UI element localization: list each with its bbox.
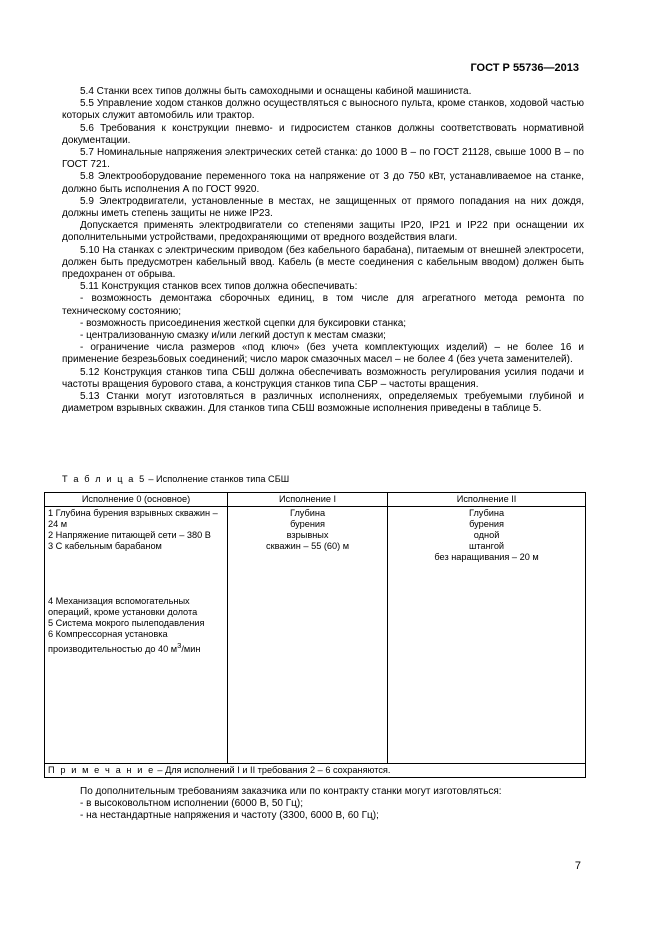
table-cell-execution-1 bbox=[228, 507, 388, 764]
clause-5-13: 5.13 Станки могут изготовляться в различных исполнениях, определяемых требуемыми глубиной и диаметром взрывных скважин. Для станков типа СБШ возможные исполнения приведены в таблице 5. bbox=[62, 391, 584, 415]
clause-5-9-note: Допускается применять электродвигатели со степенями защиты IP20, IP21 и IP22 при оснащении их дополнительными устройствами, предохраняющими от вредного воздействия влаги. bbox=[62, 220, 584, 244]
cell-line: бурения bbox=[290, 519, 326, 529]
table-row bbox=[45, 507, 586, 764]
cell-line: штангой bbox=[469, 541, 505, 551]
cell-line: без наращивания – 20 м bbox=[434, 552, 539, 562]
table-caption-text: – Исполнение станков типа СБШ bbox=[145, 474, 290, 484]
clause-5-4: 5.4 Станки всех типов должны быть самоходными и оснащены кабиной машиниста. bbox=[80, 86, 472, 97]
cell-line: бурения bbox=[469, 519, 505, 529]
list-item: - ограничение числа размеров «под ключ» (без учета комплектующих изделий) – не более 16 и применение безрезьбовых соединений; число марок смазочных масел – не более 4 (без учета заменителей). bbox=[62, 342, 584, 366]
unit-tail: /мин bbox=[181, 644, 201, 655]
clause-5-7: 5.7 Номинальные напряжения электрических сетей станка: до 1000 В – по ГОСТ 21128, свыше 1000 В – по ГОСТ 721. bbox=[62, 147, 584, 171]
document-code: ГОСТ Р 55736—2013 bbox=[470, 62, 579, 74]
cell-line: взрывных bbox=[286, 530, 329, 540]
table-note-row bbox=[45, 764, 586, 778]
clause-5-5: 5.5 Управление ходом станков должно осуществляться с выносного пульта, кроме станков, ходовой частью которых служит автомобиль или трактор. bbox=[62, 98, 584, 122]
clause-5-12: 5.12 Конструкция станков типа СБШ должна обеспечивать возможность регулирования усилия подачи и частоты вращения бурового става, а конструкция станков типа СБР – частоты вращения. bbox=[62, 366, 584, 390]
clause-5-10: 5.10 На станках с электрическим приводом (без кабельного барабана), питаемым от внешней электросети, должен быть предусмотрен кабельный ввод. Кабель (в месте соединения с кабельным вводом) должен быть предохранен от обрыва. bbox=[62, 244, 584, 281]
table-header-row bbox=[45, 493, 586, 507]
page-number: 7 bbox=[574, 860, 581, 872]
clause-5-6: 5.6 Требования к конструкции пневмо- и гидросистем станков должны соответствовать нормативной документации. bbox=[62, 122, 584, 146]
cell-line: одной bbox=[473, 530, 500, 540]
requirement-item: 2 Напряжение питающей сети – 380 В bbox=[48, 530, 211, 540]
clause-5-8: 5.8 Электрооборудование переменного тока на напряжение от 3 до 750 кВт, устанавливаемое на станке, должно быть исполнения А по ГОСТ 9920. bbox=[62, 171, 584, 195]
table-cell-execution-2 bbox=[388, 507, 586, 764]
cell-line: Глубина bbox=[289, 508, 326, 518]
table-header-cell: Исполнение II bbox=[388, 493, 586, 507]
table-caption bbox=[62, 474, 289, 484]
clause-5-9: 5.9 Электродвигатели, установленные в местах, не защищенных от прямого попадания на них дождя, должны иметь степень защиты не ниже IP23. bbox=[62, 195, 584, 220]
requirement-item: 4 Механизация вспомогательных операций, кроме установки долота bbox=[48, 596, 198, 617]
execution-table bbox=[44, 492, 586, 778]
requirement-item: 1 Глубина бурения взрывных скважин – 24 м bbox=[48, 508, 218, 529]
unit-exponent: 3 bbox=[177, 641, 182, 650]
requirement-item: 5 Система мокрого пылеподавления bbox=[48, 618, 205, 628]
table-header-cell: Исполнение I bbox=[228, 493, 388, 507]
main-text bbox=[62, 86, 584, 415]
cell-spacer bbox=[48, 552, 224, 596]
table-caption-label: Т а б л и ц а 5 bbox=[62, 474, 146, 484]
list-item: - в высоковольтном исполнении (6000 В, 50 Гц); bbox=[80, 798, 304, 810]
list-item: - возможность присоединения жесткой сцепки для буксировки станка; bbox=[80, 317, 407, 329]
cell-line: скважин – 55 (60) м bbox=[266, 541, 350, 551]
table-note bbox=[45, 764, 586, 778]
table-cell-execution-0 bbox=[45, 507, 228, 764]
table-header-cell: Исполнение 0 (основное) bbox=[45, 493, 228, 507]
list-item: - централизованную смазку и/или легкий доступ к местам смазки; bbox=[80, 330, 386, 342]
paragraph: По дополнительным требованиям заказчика или по контракту станки могут изготовляться: bbox=[80, 786, 502, 797]
list-item: - на нестандартные напряжения и частоту (3300, 6000 В, 60 Гц); bbox=[80, 810, 379, 822]
list-item: - возможность демонтажа сборочных единиц, в том числе для агрегатного метода ремонта по техническому состоянию; bbox=[62, 293, 584, 317]
requirement-text: 6 Компрессорная установка производительностью до 40 м bbox=[48, 629, 178, 655]
cell-line: Глубина bbox=[468, 508, 505, 518]
requirement-item: 3 С кабельным барабаном bbox=[48, 541, 162, 551]
after-table-text bbox=[62, 786, 584, 823]
requirement-item bbox=[48, 629, 224, 655]
note-label: П р и м е ч а н и е bbox=[48, 765, 155, 775]
clause-5-11: 5.11 Конструкция станков всех типов должна обеспечивать: bbox=[80, 281, 358, 293]
note-text: – Для исполнений I и II требования 2 – 6 сохраняются. bbox=[154, 765, 391, 775]
